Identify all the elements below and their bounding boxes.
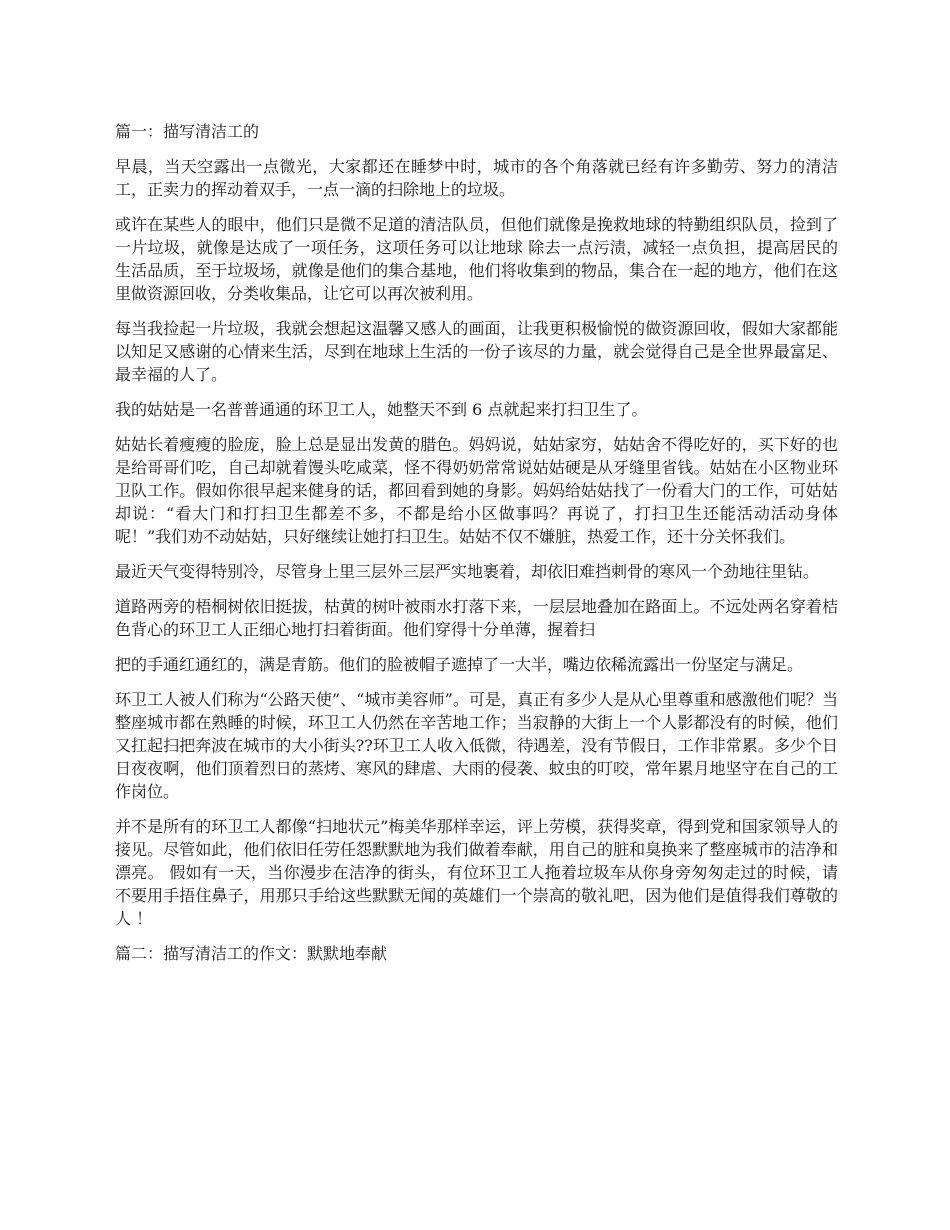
paragraph: 并不是所有的环卫工人都像“扫地状元”梅美华那样幸运，评上劳模，获得奖章，得到党和国家领导人的接见。尽管如此，他们依旧任劳任怨默默地为我们做着奉献，用自己的脏和臭换来了整座城市的洁净和漂亮。 假如有一天，当你漫步在洁净的街头，有位环卫工人拖着垃圾车从你身旁匆匆走过的时候，请不要用手捂住鼻子，用那只手给这些默默无闻的英雄们一个崇高的敬礼吧，因为他们是值得我们尊敬的人 ！ <box>115 817 838 928</box>
paragraph: 或许在某些人的眼中，他们只是微不足道的清洁队员，但他们就像是挽救地球的特勤组织队员，捡到了一片垃圾，就像是达成了一项任务，这项任务可以让地球 除去一点污渍，减轻一点负担，提高居民的生活品质，至于垃圾场，就像是他们的集合基地，他们将收集到的物品，集合在一起的地方，他们在这里做资源回收，分类收集品，让它可以再次被利用。 <box>115 215 838 303</box>
paragraph: 把的手通红通红的，满是青筋。他们的脸被帽子遮掉了一大半，嘴边依稀流露出一份坚定与满足。 <box>115 655 804 674</box>
section-heading-2: 篇二：描写清洁工的作文：默默地奉献 <box>115 944 388 963</box>
paragraph: 姑姑长着瘦瘦的脸庞，脸上总是显出发黄的腊色。妈妈说，姑姑家穷，姑姑舍不得吃好的，买下好的也是给哥哥们吃，自己却就着馒头吃咸菜，怪不得奶奶常常说姑姑硬是从牙缝里省钱。姑姑在小区物业环卫队工作。假如你很早起来健身的话，都回看到她的身影。妈妈给姑姑找了一份看大门的工作，可姑姑却说：“看大门和打扫卫生都差不多，不都是给小区做事吗？再说了，打扫卫生还能活动活动身体呢！”我们劝不动姑姑，只好继续让她打扫卫生。姑姑不仅不嫌脏，热爱工作，还十分关怀我们。 <box>115 435 838 546</box>
paragraph: 环卫工人被人们称为“公路天使”、“城市美容师”。可是，真正有多少人是从心里尊重和感激他们呢？当整座城市都在熟睡的时候，环卫工人仍然在辛苦地工作；当寂静的大街上一个人影都没有的时候，他们又扛起扫把奔波在城市的大小街头??环卫工人收入低微，待遇差，没有节假日，工作非常累。多少个日日夜夜啊，他们顶着烈日的蒸烤、寒风的肆虐、大雨的侵袭、蚊虫的叮咬，常年累月地坚守在自己的工作岗位。 <box>115 690 838 801</box>
paragraph: 最近天气变得特别冷，尽管身上里三层外三层严实地裹着，却依旧难挡刺骨的寒风一个劲地往里钻。 <box>115 562 820 581</box>
paragraph: 道路两旁的梧桐树依旧挺拔，枯黄的树叶被雨水打落下来，一层层地叠加在路面上。不远处两名穿着桔色背心的环卫工人正细心地打扫着街面。他们穿得十分单薄，握着扫 <box>115 597 838 639</box>
paragraph: 我的姑姑是一名普普通通的环卫工人，她整天不到 6 点就起来打扫卫生了。 <box>115 400 648 419</box>
document-page <box>115 120 838 977</box>
paragraph: 早晨，当天空露出一点微光，大家都还在睡梦中时，城市的各个角落就已经有许多勤劳、努力的清洁工，正卖力的挥动着双手，一点一滴的扫除地上的垃圾。 <box>115 157 838 199</box>
paragraph: 每当我捡起一片垃圾，我就会想起这温馨又感人的画面，让我更积极愉悦的做资源回收，假如大家都能以知足又感谢的心情来生活，尽到在地球上生活的一份子该尽的力量，就会觉得自己是全世界最富足、最幸福的人了。 <box>115 319 838 384</box>
section-heading-1: 篇一：描写清洁工的 <box>115 122 260 141</box>
